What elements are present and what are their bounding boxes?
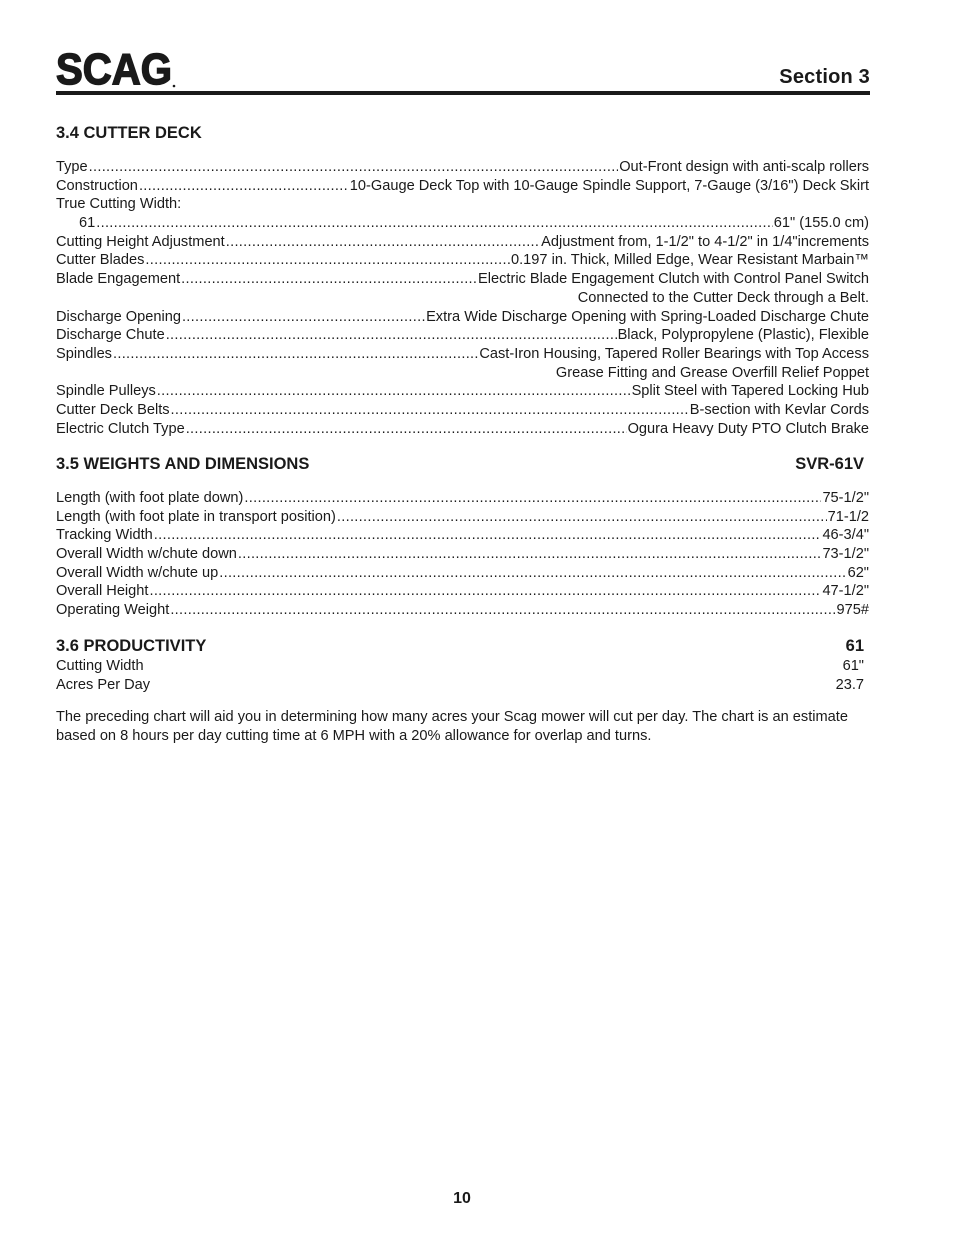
dot-leader [157,382,631,401]
spec-row [56,526,869,545]
spec-label: Tracking Width [56,527,153,544]
productivity-model: 61 [845,637,864,655]
dot-leader [226,233,540,252]
dot-leader [170,601,835,620]
dot-leader [145,251,510,270]
cutter-deck-heading-text: 3.4 CUTTER DECK [56,124,202,142]
spec-value: Ogura Heavy Duty PTO Clutch Brake [627,420,869,437]
dot-leader [139,177,349,196]
productivity-heading-text: 3.6 PRODUCTIVITY [56,637,207,655]
scag-logo [56,48,176,88]
cutter-deck-heading [56,124,864,143]
spec-value: 47-1/2" [822,583,869,600]
spec-row [56,601,869,620]
spec-label: Electric Clutch Type [56,420,185,437]
dot-leader [113,345,478,364]
productivity-table [56,657,864,695]
spec-value: Electric Blade Engagement Clutch with Control Panel Switch [478,271,869,288]
productivity-heading [56,637,864,656]
cutter-deck-spec-list [56,158,869,438]
section-title: Section 3 [779,66,870,88]
spec-value: 61" (155.0 cm) [773,215,869,232]
dot-leader [154,526,822,545]
weights-heading-text: 3.5 WEIGHTS AND DIMENSIONS [56,455,310,473]
dot-leader [337,508,827,527]
spec-label: Overall Height [56,583,149,600]
dot-leader [219,564,846,583]
spec-label: Discharge Opening [56,308,181,325]
dot-leader [181,270,477,289]
spec-label: Blade Engagement [56,271,181,288]
spec-label: Spindle Pulleys [56,383,156,400]
dot-leader [96,214,773,233]
productivity-row [56,676,864,695]
spec-value: Connected to the Cutter Deck through a Belt. [577,289,869,306]
spec-row [56,489,869,508]
spec-label: Length (with foot plate down) [56,490,244,506]
spec-row-continuation [56,364,869,383]
dot-leader [89,158,619,177]
dot-leader [238,545,822,564]
productivity-label: Cutting Width [56,658,144,674]
spec-value: 46-3/4" [822,527,869,544]
spec-label: Overall Width w/chute up [56,564,219,581]
spec-value: 0.197 in. Thick, Milled Edge, Wear Resistant Marbain™ [511,252,869,269]
spec-row [56,564,869,583]
spec-value: B-section with Kevlar Cords [689,401,869,418]
dot-leader [186,420,627,439]
spec-label: Length (with foot plate in transport position) [56,508,336,525]
spec-value: Out-Front design with anti-scalp rollers [619,159,869,175]
spec-label: Cutter Blades [56,252,145,269]
spec-label: Type [56,159,88,175]
spec-row [56,177,869,196]
spec-label: Discharge Chute [56,327,165,344]
spec-row [56,308,869,327]
spec-row [56,382,869,401]
spec-label: Cutter Deck Belts [56,401,170,418]
spec-row [56,233,869,252]
dot-leader [149,582,821,601]
productivity-value: 23.7 [835,677,864,693]
spec-row [56,251,869,270]
header-divider [56,91,870,95]
spec-row [56,420,869,439]
spec-label: True Cutting Width: [56,196,182,213]
spec-value: Grease Fitting and Grease Overfill Relief Poppet [555,364,869,381]
productivity-note: The preceding chart will aid you in determining how many acres your Scag mower will cut per day. The chart is an estimate based on 8 hours per day cutting time at 6 MPH with a 20% allowance for overlap and turns. [56,709,848,744]
spec-value: 10-Gauge Deck Top with 10-Gauge Spindle Support, 7-Gauge (3/16") Deck Skirt [349,177,869,194]
spec-label: Spindles [56,345,112,362]
spec-label: Cutting Height Adjustment [56,233,225,250]
spec-value: Cast-Iron Housing, Tapered Roller Bearings with Top Access [479,345,869,362]
page-header [56,44,870,96]
spec-row [56,214,869,233]
page-number: 10 [453,1190,471,1207]
productivity-value: 61" [842,658,864,674]
spec-value: Adjustment from, 1-1/2" to 4-1/2" in 1/4"increments [541,233,869,250]
spec-row-continuation [56,289,869,308]
spec-row [56,326,869,345]
spec-row [56,270,869,289]
spec-value: Split Steel with Tapered Locking Hub [631,383,869,400]
spec-label: 61 [79,215,96,232]
productivity-label: Acres Per Day [56,677,151,693]
spec-value: 73-1/2" [822,546,869,563]
spec-row [56,582,869,601]
weights-heading [56,455,864,474]
spec-row [56,345,869,364]
spec-row [56,401,869,420]
spec-row [56,158,869,177]
dot-leader [182,308,425,327]
spec-value: Extra Wide Discharge Opening with Spring-Loaded Discharge Chute [426,308,869,325]
spec-value: 75-1/2" [822,490,869,506]
spec-row [56,195,869,214]
dot-leader [244,489,821,508]
svg-text:SCAG: SCAG [56,48,172,88]
spec-label: Overall Width w/chute down [56,546,237,563]
productivity-row [56,657,864,676]
spec-value: Black, Polypropylene (Plastic), Flexible [617,327,869,344]
spec-row [56,508,869,527]
spec-value: 975# [836,602,869,619]
weights-spec-list [56,489,869,620]
spec-label: Construction [56,177,138,194]
spec-label: Operating Weight [56,602,170,619]
weights-model: SVR-61V [795,455,864,473]
spec-row [56,545,869,564]
spec-value: 62" [847,564,869,581]
spec-value: 71-1/2 [827,508,869,525]
dot-leader [166,326,617,345]
dot-leader [171,401,689,420]
